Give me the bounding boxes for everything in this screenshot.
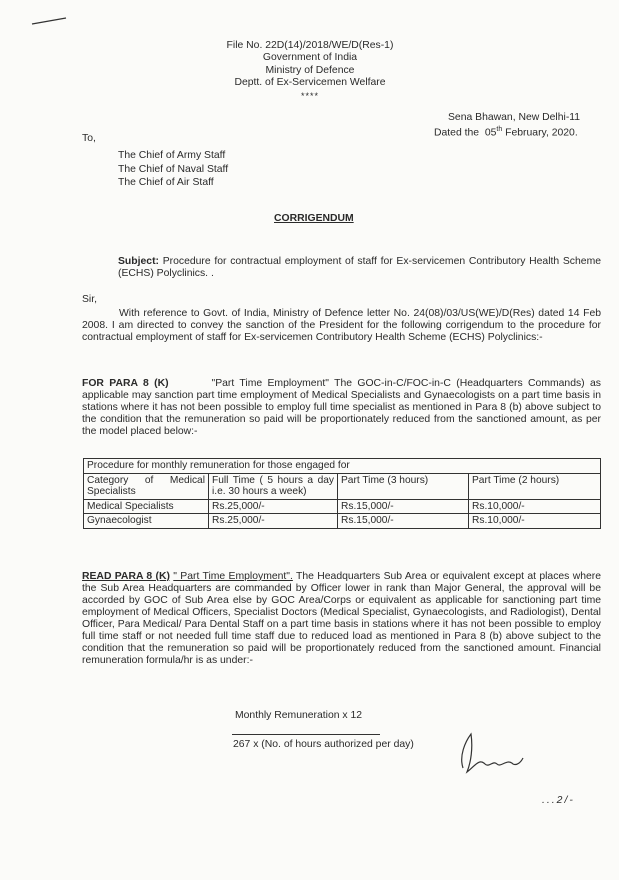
subject <box>118 256 601 280</box>
document-title: CORRIGENDUM <box>274 213 354 224</box>
cell-full-time: Rs.25,000/- <box>209 499 338 514</box>
letter-header <box>190 40 430 102</box>
date-suffix: th <box>496 126 503 133</box>
recipient-navy: The Chief of Naval Staff <box>118 163 229 175</box>
page-marker: ...2/- <box>542 795 575 806</box>
date-line <box>434 124 578 139</box>
department: Deptt. of Ex-Servicemen Welfare <box>234 77 386 89</box>
recipient-air: The Chief of Air Staff <box>118 177 214 189</box>
cell-part-time-3: Rs.15,000/- <box>338 499 469 514</box>
table-row <box>84 514 601 529</box>
place: Sena Bhawan, New Delhi-11 <box>448 112 581 123</box>
read-para-8k <box>82 571 601 667</box>
paragraph-1: With reference to Govt. of India, Ministry of Defence letter No. 24(08)/03/US(WE)/D(Res) dated 14 Feb 2008. I am directed to convey the sanction of the President for the following corrigendum to the procedure for contractual employment of staff for Ex-servicemen Contributory Health Scheme (ECHS) Polyclinics:- <box>82 308 601 343</box>
table-caption: Procedure for monthly remuneration for those engaged for <box>84 459 601 474</box>
salutation: Sir, <box>82 294 98 305</box>
formula-numerator: Monthly Remuneration x 12 <box>235 710 363 721</box>
date-prefix: Dated the <box>434 127 480 139</box>
header-part-time-2: Part Time (2 hours) <box>469 473 601 499</box>
remuneration-table <box>83 458 601 529</box>
file-number: File No. 22D(14)/2018/WE/D(Res-1) <box>226 40 394 51</box>
ministry: Ministry of Defence <box>265 64 355 76</box>
cell-full-time: Rs.25,000/- <box>209 514 338 529</box>
recipient-army: The Chief of Army Staff <box>118 150 226 161</box>
for-para-8k <box>82 378 601 438</box>
read-para-quote: " Part Time Employment". <box>173 571 293 582</box>
cell-category: Medical Specialists <box>84 499 209 514</box>
read-para-text: The Headquarters Sub Area or equivalent except at places where the Sub Area Headquarters are commanded by Officer lower in rank than Major General, the approval will be accorded by GOC of Sub Area else by GOC Area/Corps or equivalent as applicable for sanctioning part time employment of Medical Officers, Specialist Doctors (Medical Specialist, Gynaecologists, and Radiologist), Dental Officer, Para Medical/ Para Dental Staff on a part time basis in stations where it has not been possible to employ full time staff or not needed full time staff due to reduced load as mentioned in Para 8 (b) above subject to the condition that the remuneration so paid will be proportionately reduced from the sanctioned amount. Financial remuneration formula/hr is as under:- <box>82 571 602 666</box>
subject-text: Procedure for contractual employment of staff for Ex-servicemen Contributory Health Scheme (ECHS) Polyclinics. . <box>118 256 601 279</box>
stars: **** <box>300 90 319 101</box>
recipients <box>118 149 228 190</box>
cell-category: Gynaecologist <box>84 514 209 529</box>
date-day: 05 <box>484 127 497 139</box>
to-label: To, <box>82 133 96 144</box>
signature <box>455 728 525 776</box>
pen-mark <box>30 14 70 28</box>
subject-label: Subject: <box>118 256 159 267</box>
for-para-text: "Part Time Employment" The GOC-in-C/FOC-in-C (Headquarters Commands) as applicable may sanction part time employment of Medical Specialists and Gynaecologists on a part time basis in stations where it has not been possible to employ full time specialist as mentioned in Para 8 (b) above subject to the condition that the remuneration so paid will be proportionately reduced from the sanctioned amount, as per the model placed below:- <box>82 378 601 437</box>
cell-part-time-2: Rs.10,000/- <box>469 514 601 529</box>
for-para-label: FOR PARA 8 (K) <box>82 378 169 389</box>
table-caption-row <box>84 459 601 474</box>
cell-part-time-2: Rs.10,000/- <box>469 499 601 514</box>
header-full-time: Full Time ( 5 hours a day i.e. 30 hours a week) <box>209 473 338 499</box>
government: Government of India <box>262 52 358 64</box>
header-category: Category of Medical Specialists <box>84 473 209 499</box>
header-part-time-3: Part Time (3 hours) <box>338 473 469 499</box>
table-header-row <box>84 473 601 499</box>
cell-part-time-3: Rs.15,000/- <box>338 514 469 529</box>
date-rest: February, 2020. <box>505 127 578 139</box>
read-para-label: READ PARA 8 (K) <box>82 571 170 582</box>
formula-denominator: 267 x (No. of hours authorized per day) <box>233 739 414 750</box>
table-row <box>84 499 601 514</box>
formula-divider <box>232 734 380 735</box>
